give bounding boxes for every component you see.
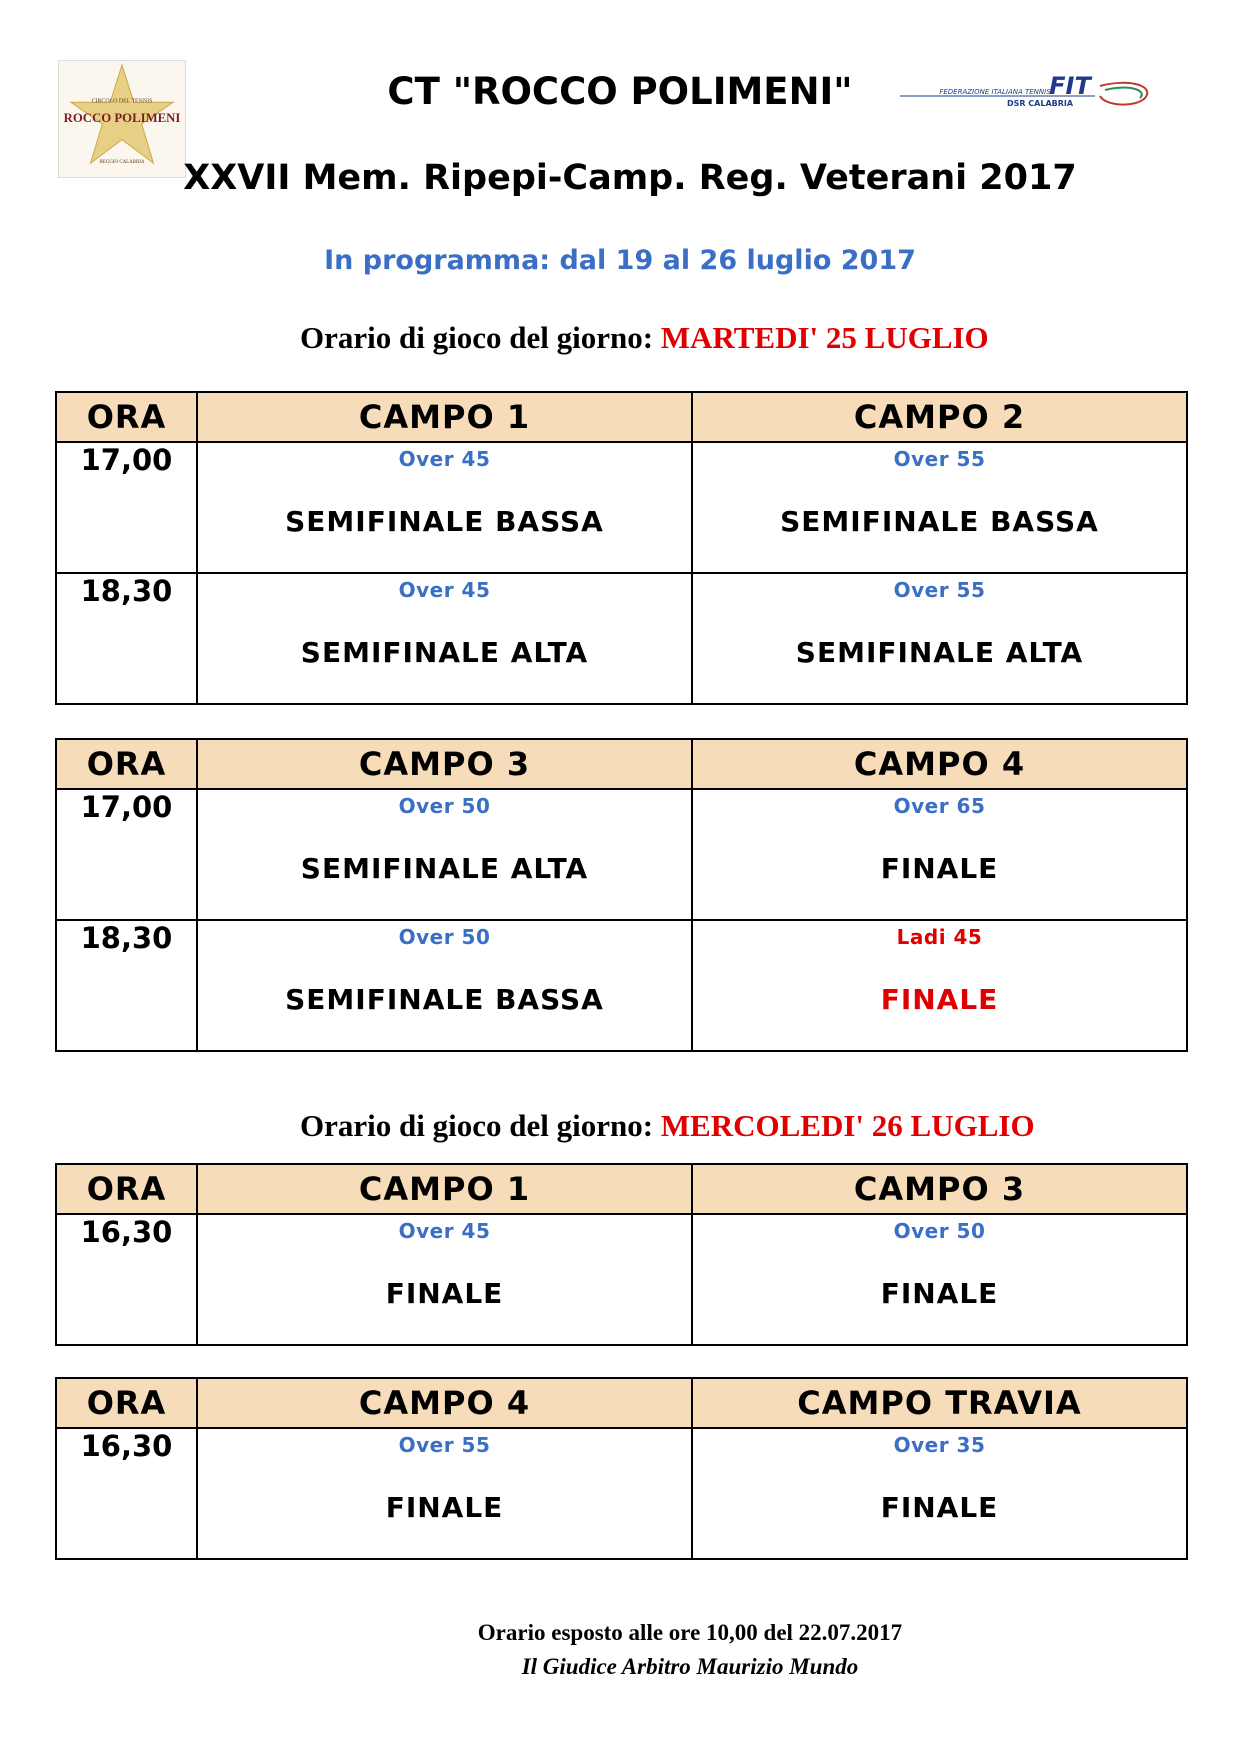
- svg-text:CIRCOLO DEL TENNIS: CIRCOLO DEL TENNIS: [91, 98, 153, 105]
- category-label: Over 50: [893, 1219, 986, 1243]
- header-court-a: CAMPO 1: [197, 392, 692, 442]
- category-label: Over 65: [893, 794, 986, 818]
- table-row: [56, 1428, 1187, 1559]
- time-cell: 16,30: [56, 1214, 197, 1345]
- page-title: CT "ROCCO POLIMENI": [387, 70, 853, 113]
- time-cell: 17,00: [56, 789, 197, 920]
- table-row: [56, 1214, 1187, 1345]
- day-label: Orario di gioco del giorno:: [300, 1108, 654, 1143]
- header-court-b: CAMPO 2: [692, 392, 1187, 442]
- match-label: FINALE: [385, 1491, 504, 1524]
- match-cell: [197, 920, 692, 1051]
- header-ora: ORA: [56, 739, 197, 789]
- svg-text:FIT: FIT: [1049, 72, 1091, 100]
- schedule-table-4: [55, 1377, 1188, 1560]
- header-court-a: CAMPO 4: [197, 1378, 692, 1428]
- match-cell: [197, 442, 692, 573]
- header-court-b: CAMPO TRAVIA: [692, 1378, 1187, 1428]
- match-cell: [197, 573, 692, 704]
- day-date: MERCOLEDI' 26 LUGLIO: [660, 1108, 1035, 1143]
- day-heading-2: [300, 1108, 1035, 1144]
- header-ora: ORA: [56, 1164, 197, 1214]
- match-label: SEMIFINALE BASSA: [285, 983, 604, 1016]
- category-label: Over 45: [398, 447, 491, 471]
- match-label: SEMIFINALE BASSA: [285, 505, 604, 538]
- match-cell: [692, 442, 1187, 573]
- category-label: Over 35: [893, 1433, 986, 1457]
- day-date: MARTEDI' 25 LUGLIO: [660, 320, 989, 355]
- match-cell: [692, 573, 1187, 704]
- header-court-a: CAMPO 3: [197, 739, 692, 789]
- table-row: [56, 920, 1187, 1051]
- category-label: Over 55: [893, 447, 986, 471]
- category-label: Over 50: [398, 925, 491, 949]
- match-label: FINALE: [880, 1491, 999, 1524]
- category-label: Over 50: [398, 794, 491, 818]
- category-label: Ladi 45: [896, 925, 983, 949]
- svg-text:ROCCO POLIMENI: ROCCO POLIMENI: [63, 110, 181, 125]
- match-label: FINALE: [880, 983, 999, 1016]
- day-label: Orario di gioco del giorno:: [300, 320, 654, 355]
- day-heading-1: [300, 320, 989, 356]
- header-court-b: CAMPO 4: [692, 739, 1187, 789]
- match-cell: [197, 789, 692, 920]
- match-cell: [692, 1214, 1187, 1345]
- svg-text:REGGIO CALABRIA: REGGIO CALABRIA: [99, 160, 145, 166]
- match-cell: [692, 1428, 1187, 1559]
- header-ora: ORA: [56, 1378, 197, 1428]
- match-label: FINALE: [385, 1277, 504, 1310]
- match-cell: [692, 789, 1187, 920]
- posted-notice: Orario esposto alle ore 10,00 del 22.07.2017: [477, 1620, 903, 1645]
- match-label: SEMIFINALE ALTA: [795, 636, 1084, 669]
- category-label: Over 55: [893, 578, 986, 602]
- program-dates: In programma: dal 19 al 26 luglio 2017: [324, 245, 916, 276]
- schedule-table-2: [55, 738, 1188, 1052]
- svg-text:FEDERAZIONE ITALIANA TENNIS: FEDERAZIONE ITALIANA TENNIS: [939, 88, 1051, 96]
- time-cell: 16,30: [56, 1428, 197, 1559]
- category-label: Over 55: [398, 1433, 491, 1457]
- header-court-a: CAMPO 1: [197, 1164, 692, 1214]
- category-label: Over 45: [398, 1219, 491, 1243]
- referee-signature: Il Giudice Arbitro Maurizio Mundo: [521, 1654, 859, 1679]
- table-row: [56, 789, 1187, 920]
- club-logo: [58, 60, 186, 178]
- match-cell: [197, 1214, 692, 1345]
- event-subtitle: XXVII Mem. Ripepi-Camp. Reg. Veterani 2017: [183, 158, 1077, 198]
- table-row: [56, 573, 1187, 704]
- svg-text:DSR CALABRIA: DSR CALABRIA: [1006, 99, 1074, 108]
- header-court-b: CAMPO 3: [692, 1164, 1187, 1214]
- match-label: FINALE: [880, 1277, 999, 1310]
- match-cell-highlight: [692, 920, 1187, 1051]
- time-cell: 18,30: [56, 920, 197, 1051]
- time-cell: 18,30: [56, 573, 197, 704]
- time-cell: 17,00: [56, 442, 197, 573]
- match-label: SEMIFINALE ALTA: [300, 852, 589, 885]
- match-label: SEMIFINALE BASSA: [780, 505, 1099, 538]
- match-label: FINALE: [880, 852, 999, 885]
- schedule-table-3: [55, 1163, 1188, 1346]
- table-row: [56, 442, 1187, 573]
- match-cell: [197, 1428, 692, 1559]
- match-label: SEMIFINALE ALTA: [300, 636, 589, 669]
- category-label: Over 45: [398, 578, 491, 602]
- header-ora: ORA: [56, 392, 197, 442]
- schedule-table-1: [55, 391, 1188, 705]
